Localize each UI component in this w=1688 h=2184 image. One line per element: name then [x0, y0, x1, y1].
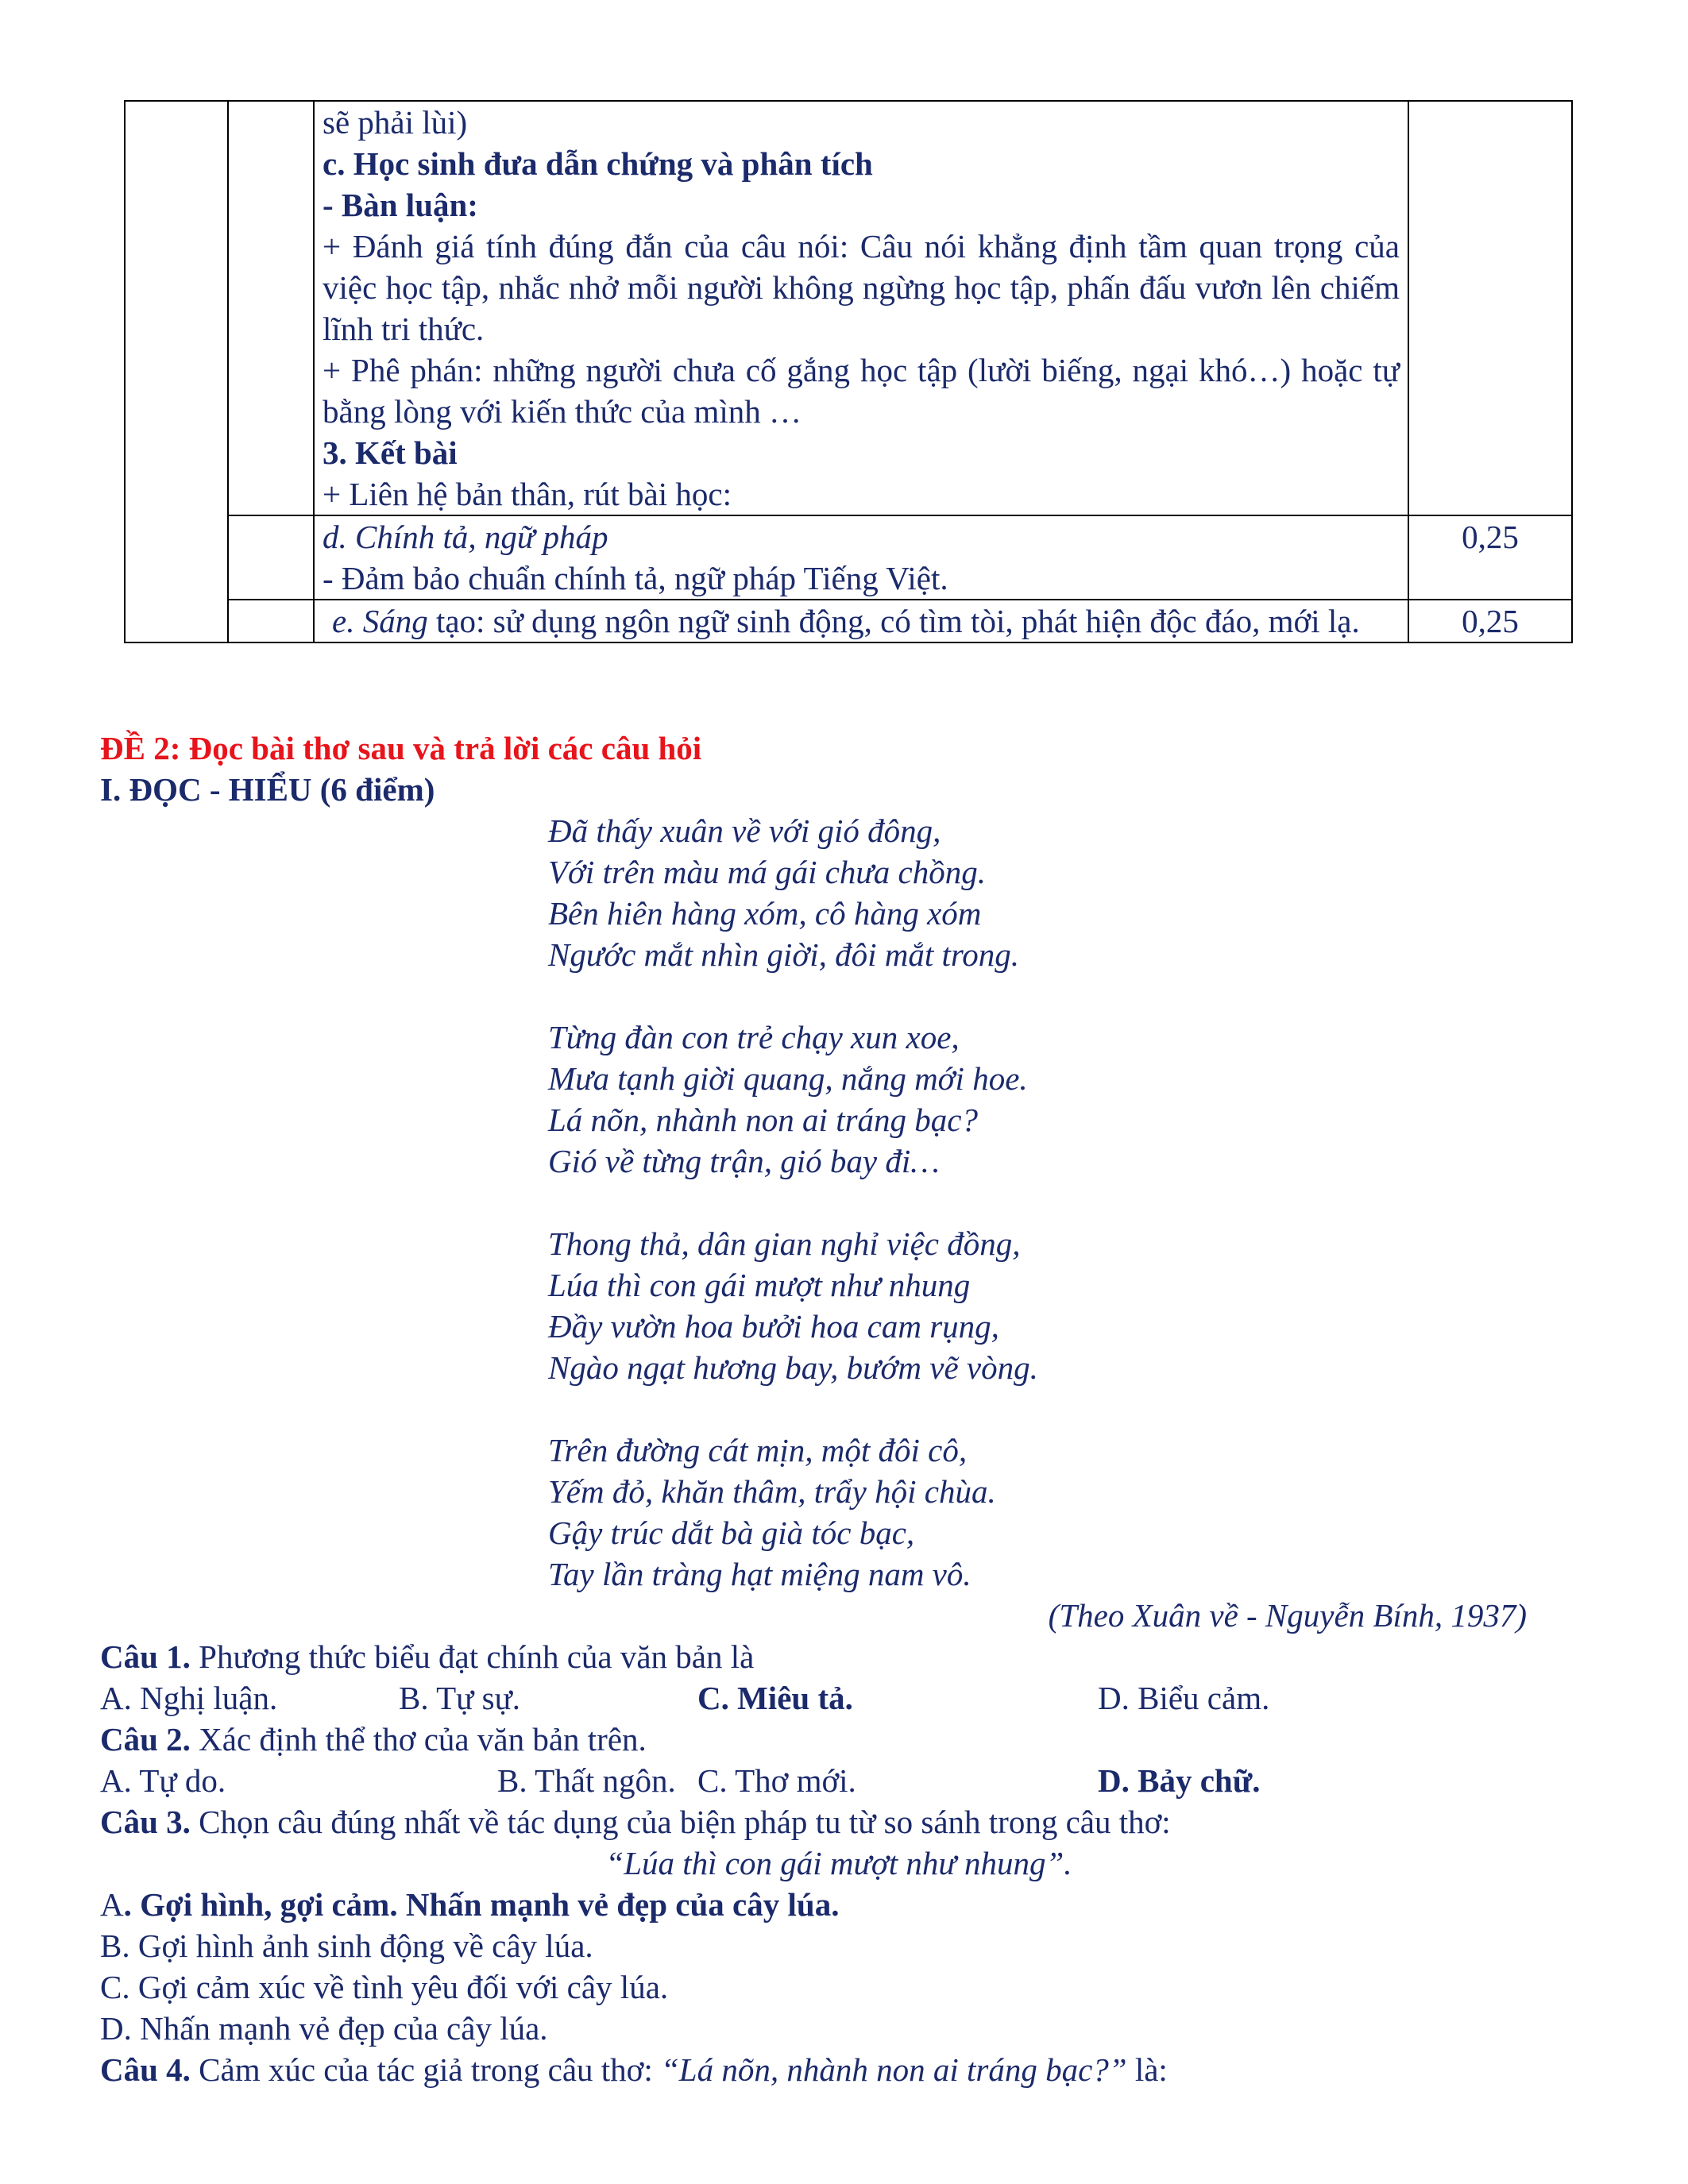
question-text: Phương thức biểu đạt chính của văn bản là — [190, 1638, 755, 1675]
table-cell-score: 0,25 — [1408, 600, 1572, 642]
question-text: Chọn câu đúng nhất về tác dụng của biện pháp tu từ so sánh trong câu thơ: — [190, 1804, 1171, 1840]
table-cell-score — [1408, 101, 1572, 515]
question-label: Câu 1. — [100, 1638, 191, 1675]
option-a: A. Tự do. — [100, 1762, 226, 1799]
poem-line: Lá nõn, nhành non ai tráng bạc? — [548, 1102, 978, 1138]
table-cell-empty — [228, 101, 314, 515]
poem-line: Yếm đỏ, khăn thâm, trẩy hội chùa. — [548, 1473, 996, 1510]
table-row — [125, 101, 1572, 515]
poem-line: Bên hiên hàng xóm, cô hàng xóm — [548, 895, 982, 932]
poem-line: Gió về từng trận, gió bay đi… — [548, 1143, 940, 1179]
section-title: I. ĐỌC - HIỂU (6 điểm) — [100, 771, 435, 808]
poem-line: Tay lần tràng hạt miệng nam vô. — [548, 1556, 971, 1592]
option-a-prefix: A — [100, 1886, 124, 1923]
stanza-gap — [548, 975, 1038, 1017]
poem-line: Lúa thì con gái mượt như nhung — [548, 1267, 971, 1303]
stanza-gap — [548, 1388, 1038, 1430]
question-2 — [100, 1719, 1578, 1760]
poem-line: Đầy vườn hoa bưởi hoa cam rụng, — [548, 1308, 999, 1345]
question-1-options — [100, 1677, 1578, 1719]
table-cell-empty — [228, 515, 314, 600]
row2-title: d. Chính tả, ngữ pháp — [323, 519, 608, 555]
option-b: B. Thất ngôn. — [497, 1762, 676, 1799]
option-a: A. Nghị luận. — [100, 1680, 278, 1716]
option-c: C. Gợi cảm xúc về tình yêu đối với cây lúa. — [100, 1969, 669, 2005]
option-b: B. Tự sự. — [399, 1680, 521, 1716]
poem-line: Trên đường cát mịn, một đôi cô, — [548, 1432, 968, 1468]
row1-line: c. Học sinh đưa dẫn chứng và phân tích — [323, 145, 873, 182]
option-d: D. Nhấn mạnh vẻ đẹp của cây lúa. — [100, 2010, 548, 2047]
table-cell-empty — [228, 600, 314, 642]
option-d: D. Bảy chữ. — [1098, 1762, 1261, 1799]
question-label: Câu 4. — [100, 2051, 191, 2088]
poem-line: Từng đàn con trẻ chạy xun xoe, — [548, 1019, 960, 1055]
question-3-quote: “Lúa thì con gái mượt như nhung”. — [605, 1845, 1072, 1881]
row1-line: 3. Kết bài — [323, 434, 458, 471]
poem-line: Với trên màu má gái chưa chồng. — [548, 854, 986, 890]
option-d: D. Biểu cảm. — [1098, 1680, 1270, 1716]
row1-line: + Liên hệ bản thân, rút bài học: — [323, 476, 732, 512]
row1-line: sẽ phải lùi) — [323, 104, 468, 141]
row3-text: tạo: sử dụng ngôn ngữ sinh động, có tìm tòi, phát hiện độc đáo, mới lạ. — [427, 603, 1360, 639]
question-tail: là: — [1126, 2051, 1168, 2088]
table-cell-content — [314, 101, 1408, 515]
poem-line: Ngước mắt nhìn giời, đôi mắt trong. — [548, 936, 1020, 973]
question-label: Câu 2. — [100, 1721, 191, 1758]
table-cell-empty — [125, 101, 228, 642]
poem-line: Ngào ngạt hương bay, bướm vẽ vòng. — [548, 1349, 1038, 1386]
poem-source: (Theo Xuân về - Nguyễn Bính, 1937) — [1048, 1597, 1527, 1634]
questions — [100, 1595, 1578, 2090]
poem-line: Mưa tạnh giời quang, nắng mới hoe. — [548, 1060, 1028, 1097]
poem-line: Đã thấy xuân về với gió đông, — [548, 812, 941, 849]
row1-line: - Bàn luận: — [323, 187, 478, 223]
question-text: Xác định thể thơ của văn bản trên. — [190, 1721, 647, 1758]
option-c: C. Miêu tả. — [697, 1680, 853, 1716]
table-cell-content — [314, 600, 1408, 642]
question-label: Câu 3. — [100, 1804, 191, 1840]
grading-table — [124, 100, 1573, 643]
row1-line: + Đánh giá tính đúng đắn của câu nói: Câu nói khẳng định tầm quan trọng của việc học tập, nhắc nhở mỗi người không ngừng học tập, phấn đấu vươn lên chiếm lĩnh tri thức. — [323, 228, 1400, 347]
option-c: C. Thơ mới. — [697, 1762, 856, 1799]
question-4 — [100, 2049, 1578, 2090]
question-text: Cảm xúc của tác giả trong câu thơ: — [190, 2051, 661, 2088]
table-row — [125, 600, 1572, 642]
exam-heading: ĐỀ 2: Đọc bài thơ sau và trả lời các câu hỏi — [100, 730, 702, 766]
option-a: . Gợi hình, gợi cảm. Nhấn mạnh vẻ đẹp của cây lúa. — [123, 1886, 840, 1923]
poem-line: Thong thả, dân gian nghỉ việc đồng, — [548, 1225, 1021, 1262]
table-cell-score: 0,25 — [1408, 515, 1572, 600]
question-1 — [100, 1636, 1578, 1677]
question-quote: “Lá nõn, nhành non ai tráng bạc?” — [660, 2051, 1127, 2088]
question-3 — [100, 1801, 1578, 1843]
poem-line: Gậy trúc dắt bà già tóc bạc, — [548, 1515, 915, 1551]
table-cell-content — [314, 515, 1408, 600]
table-row — [125, 515, 1572, 600]
option-b: B. Gợi hình ảnh sinh động về cây lúa. — [100, 1927, 593, 1964]
poem — [548, 810, 1038, 1595]
stanza-gap — [548, 1182, 1038, 1223]
row3-title: e. Sáng — [332, 603, 428, 639]
question-2-options — [100, 1760, 1578, 1801]
exam-section — [100, 727, 1578, 810]
question-3-option-a — [100, 1884, 1578, 1925]
row1-line: + Phê phán: những người chưa cố gắng học tập (lười biếng, ngại khó…) hoặc tự bằng lòng với kiến thức của mình … — [323, 352, 1400, 430]
row2-text: - Đảm bảo chuẩn chính tả, ngữ pháp Tiếng Việt. — [323, 560, 948, 596]
